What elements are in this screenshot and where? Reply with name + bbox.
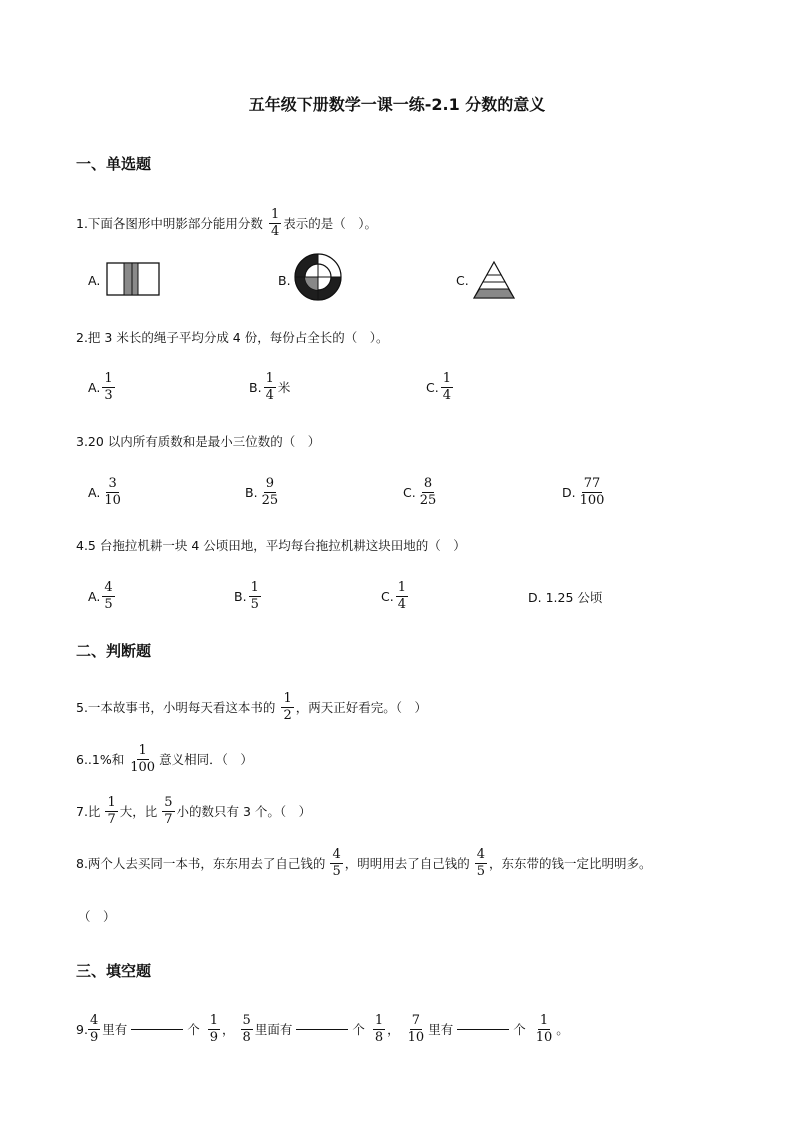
- q9-end: 。: [556, 1022, 569, 1038]
- question-4-text: 4.5 台拖拉机耕一块 4 公顷田地，平均每台拖拉机耕这块田地的（ ）: [76, 538, 466, 553]
- q9-comma-2: ，: [387, 1022, 400, 1038]
- q3-option-b-fraction: [260, 477, 281, 507]
- q2-option-a[interactable]: [88, 372, 117, 402]
- q6-text-pre: 6..1%和: [76, 752, 125, 768]
- frac-num: 77: [583, 476, 601, 491]
- frac-num: 5: [242, 1013, 251, 1028]
- question-5: [76, 692, 427, 722]
- ring-shaded-figure: [293, 252, 343, 302]
- rectangle-shaded-figure: [106, 262, 160, 296]
- q9-unit-1: 个: [187, 1022, 200, 1038]
- q2-option-b-fraction: [264, 372, 276, 402]
- frac-num: 9: [265, 476, 274, 491]
- q7-text-mid: 大，比: [119, 804, 158, 820]
- q3-option-b-label: B.: [245, 484, 258, 500]
- q9-fraction-e: [406, 1014, 427, 1044]
- triangle-striped-figure: [472, 260, 516, 300]
- section-heading-true-false: 二、判断题: [76, 642, 152, 660]
- q1-option-b-label: B.: [278, 273, 291, 288]
- frac-den: 25: [419, 492, 437, 508]
- frac-num: 4: [89, 1013, 99, 1028]
- q9-text-2: 里面有: [254, 1022, 293, 1038]
- frac-den: 7: [164, 811, 173, 827]
- q2-option-c-fraction: [441, 372, 453, 402]
- frac-num: 7: [411, 1013, 421, 1028]
- q4-option-a[interactable]: [88, 581, 117, 611]
- q2-option-a-fraction: [102, 372, 114, 402]
- frac-den: 10: [407, 1029, 425, 1045]
- q2-option-a-label: A.: [88, 379, 101, 395]
- frac-num: 1: [107, 795, 116, 810]
- q3-option-c-label: C.: [403, 484, 416, 500]
- q8-fraction-1: [330, 848, 342, 878]
- section-heading-fill-blank: 三、填空题: [76, 962, 152, 980]
- q3-option-a-fraction: [102, 477, 123, 507]
- frac-num: 8: [423, 476, 433, 491]
- frac-den: 25: [261, 492, 279, 508]
- frac-num: 4: [476, 847, 486, 862]
- q8-text-pre: 8.两个人去买同一本书，东东用去了自己钱的: [76, 856, 326, 872]
- q9-unit-2: 个: [352, 1022, 365, 1038]
- frac-num: 1: [209, 1013, 219, 1028]
- q4-option-a-fraction: [102, 581, 114, 611]
- q2-option-b-unit: 米: [277, 380, 291, 396]
- q9-fraction-c: [241, 1014, 253, 1044]
- frac-den: 2: [283, 707, 292, 723]
- frac-num: 1: [374, 1013, 384, 1028]
- frac-den: 7: [107, 811, 116, 827]
- q8-fraction-2: [475, 848, 487, 878]
- question-7: [76, 796, 311, 826]
- q4-option-b-label: B.: [234, 588, 247, 604]
- q7-text-pre: 7.比: [76, 804, 101, 820]
- question-1: [76, 208, 377, 238]
- q8-text-post: ，东东带的钱一定比明明多。: [489, 856, 652, 872]
- q5-text-pre: 5.一本故事书，小明每天看这本书的: [76, 700, 276, 716]
- q4-option-d[interactable]: D. 1.25 公顷: [528, 590, 603, 605]
- q1-frac-den: 4: [270, 223, 280, 239]
- frac-den: 8: [242, 1029, 251, 1045]
- q3-option-d[interactable]: [562, 477, 608, 507]
- q4-option-c-label: C.: [381, 588, 394, 604]
- frac-den: 100: [130, 759, 156, 775]
- frac-num: 1: [265, 371, 274, 386]
- q5-fraction: [281, 692, 293, 722]
- frac-den: 9: [209, 1029, 219, 1045]
- q4-option-b-fraction: [249, 581, 261, 611]
- q3-option-a-label: A.: [88, 484, 101, 500]
- q9-text-3: 里有: [428, 1022, 454, 1038]
- q7-text-post: 小的数只有 3 个。（ ）: [176, 804, 312, 820]
- frac-den: 100: [579, 492, 605, 508]
- frac-num: 1: [104, 371, 113, 386]
- q4-option-c-fraction: [396, 581, 408, 611]
- q1-option-c-figure[interactable]: [472, 260, 516, 300]
- q8-answer-paren[interactable]: （ ）: [78, 909, 116, 924]
- q9-unit-3: 个: [513, 1022, 526, 1038]
- frac-num: 3: [108, 476, 117, 491]
- q3-option-a[interactable]: [88, 477, 125, 507]
- frac-den: 3: [104, 387, 113, 403]
- q3-option-c[interactable]: [403, 477, 440, 507]
- q3-option-c-fraction: [418, 477, 439, 507]
- q1-fraction: [269, 208, 281, 238]
- frac-den: 4: [265, 387, 274, 403]
- q3-option-b[interactable]: [245, 477, 282, 507]
- q7-fraction-2: [162, 796, 174, 826]
- q9-comma-1: ，: [222, 1022, 235, 1038]
- frac-den: 9: [89, 1029, 99, 1045]
- q8-text-mid: ，明明用去了自己钱的: [344, 856, 470, 872]
- frac-num: 1: [539, 1013, 549, 1028]
- q9-text-1: 里有: [102, 1022, 128, 1038]
- q4-option-c[interactable]: [381, 581, 410, 611]
- frac-den: 10: [104, 492, 121, 508]
- frac-den: 8: [374, 1029, 384, 1045]
- page-title: 五年级下册数学一课一练-2.1 分数的意义: [248, 95, 546, 114]
- frac-den: 10: [535, 1029, 553, 1045]
- q1-option-b-figure[interactable]: [293, 252, 343, 302]
- q1-option-c-label: C.: [456, 273, 469, 288]
- section-heading-single-choice: 一、单选题: [76, 155, 152, 173]
- q3-option-d-fraction: [578, 477, 607, 507]
- q9-label: 9.: [76, 1021, 88, 1037]
- frac-num: 1: [442, 371, 451, 386]
- q1-text-post: 表示的是（ ）。: [283, 216, 377, 232]
- q1-option-a-label: A.: [88, 273, 101, 288]
- q2-option-c-label: C.: [426, 379, 439, 395]
- frac-num: 4: [332, 847, 341, 862]
- q9-fraction-f: [534, 1014, 555, 1044]
- q9-fraction-b: [208, 1014, 220, 1044]
- q4-option-b[interactable]: [234, 581, 263, 611]
- q6-text-post: 意义相同．（ ）: [159, 752, 253, 768]
- q2-option-c[interactable]: [426, 372, 455, 402]
- q9-blank-3[interactable]: [457, 1028, 509, 1030]
- q1-option-a-figure[interactable]: [106, 262, 160, 296]
- q4-option-a-label: A.: [88, 588, 101, 604]
- q2-option-b[interactable]: [249, 372, 290, 402]
- frac-num: 1: [138, 743, 147, 758]
- frac-num: 1: [283, 691, 292, 706]
- q5-text-post: ，两天正好看完。（ ）: [295, 700, 427, 716]
- q3-option-d-label: D.: [562, 484, 576, 500]
- frac-den: 5: [332, 863, 341, 879]
- frac-num: 4: [104, 580, 113, 595]
- q2-option-b-label: B.: [249, 379, 262, 395]
- frac-den: 4: [397, 596, 406, 612]
- q1-frac-num: 1: [270, 207, 280, 222]
- question-8: [76, 848, 652, 878]
- question-9: [76, 1014, 569, 1044]
- question-3-text: 3.20 以内所有质数和是最小三位数的（ ）: [76, 434, 321, 449]
- question-2-text: 2.把 3 米长的绳子平均分成 4 份，每份占全长的（ ）。: [76, 330, 389, 345]
- frac-den: 5: [250, 596, 259, 612]
- q9-blank-2[interactable]: [296, 1028, 348, 1030]
- q9-fraction-a: [88, 1014, 100, 1044]
- q7-fraction-1: [105, 796, 117, 826]
- q6-fraction: [128, 744, 157, 774]
- frac-den: 5: [104, 596, 113, 612]
- frac-num: 1: [250, 580, 259, 595]
- frac-num: 5: [164, 795, 173, 810]
- frac-num: 1: [397, 580, 406, 595]
- q1-text-pre: 1.下面各图形中明影部分能用分数: [76, 216, 263, 232]
- q9-blank-1[interactable]: [131, 1028, 183, 1030]
- frac-den: 4: [442, 387, 451, 403]
- frac-den: 5: [476, 863, 486, 879]
- q9-fraction-d: [373, 1014, 385, 1044]
- question-6: [76, 744, 253, 774]
